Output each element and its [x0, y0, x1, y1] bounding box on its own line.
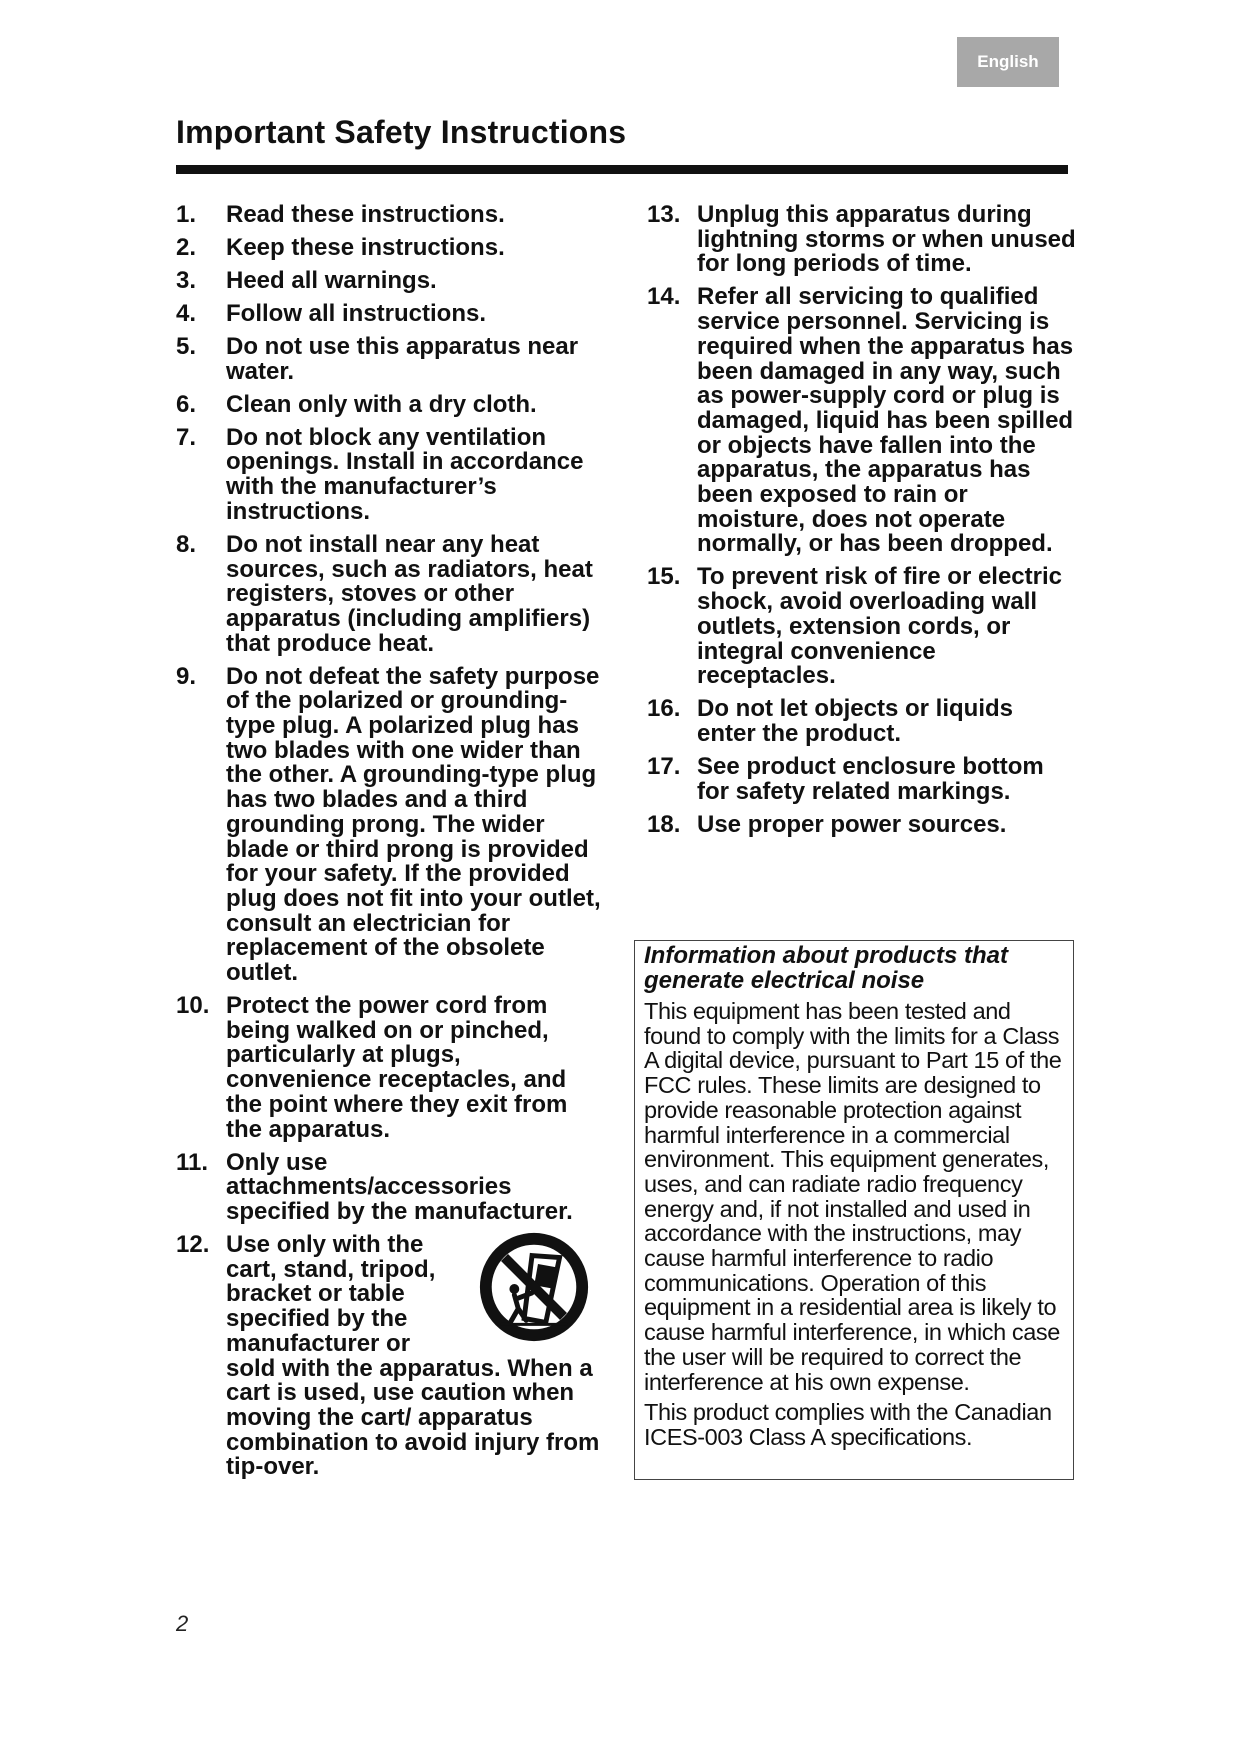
instruction-item: 6. Clean only with a dry cloth. [176, 390, 537, 418]
instruction-item: 13. Unplug this apparatus during lightning storms or when unused for long periods of time. [647, 201, 1076, 278]
instruction-item: 5. Do not use this apparatus near water. [176, 333, 579, 385]
language-tab: English [957, 37, 1059, 87]
instructions-list-left [176, 203, 606, 1480]
instruction-item: 18. Use proper power sources. [647, 810, 1007, 838]
instruction-item: 1. Read these instructions. [176, 201, 505, 228]
instruction-item: 10. Protect the power cord from being walked on or pinched, particularly at plugs, convenience receptacles, and the point where they exit from the apparatus. [176, 992, 568, 1143]
page-number: 2 [176, 1611, 189, 1636]
page-title: Important Safety Instructions [176, 114, 627, 150]
instruction-item: 8. Do not install near any heat sources, such as radiators, heat registers, stoves or other apparatus (including amplifiers) that produce heat. [176, 530, 593, 657]
instruction-item: 11. Only use attachments/accessories specified by the manufacturer. [176, 1148, 573, 1225]
instruction-item: 14. Refer all servicing to qualified service personnel. Servicing is required when the apparatus has been damaged in any way, such as power-supply cord or plug is damaged, liquid has been spilled or objects have fallen into the apparatus, the apparatus has been exposed to rain or moisture, does not operate normally, or has been dropped. [647, 283, 1074, 558]
instruction-item: 17. See product enclosure bottom for safety related markings. [647, 752, 1044, 805]
instruction-item: 15. To prevent risk of fire or electric shock, avoid overloading wall outlets, extension cords, or integral convenience receptacles. [647, 563, 1063, 690]
instruction-item: 4. Follow all instructions. [176, 300, 487, 327]
notice-paragraph: This equipment has been tested and found to comply with the limits for a Class A digital device, pursuant to Part 15 of the FCC rules. These limits are designed to provide reasonable protection against harmful interference in a commercial environment. This equipment generates, uses, and can radiate radio frequency energy and, if not installed and used in accordance with the instructions, may cause harmful interference to radio communications. Operation of this equipment in a residential area is likely to cause harmful interference, in which case the user will be required to correct the interference at his own expense. [644, 998, 1062, 1395]
cart-tipover-warning-icon [475, 1228, 593, 1346]
left-column [176, 203, 606, 1488]
instruction-item: 3. Heed all warnings. [176, 267, 437, 294]
notice-heading: Information about products that generate electrical noise [644, 942, 1008, 994]
instructions-list-right [647, 203, 1077, 837]
notice-paragraph: This product complies with the Canadian ICES-003 Class A specifications. [644, 1399, 1052, 1450]
right-column [647, 203, 1077, 846]
instruction-item: 7. Do not block any ventilation openings. Install in accordance with the manufacturer’s instructions. [176, 423, 584, 525]
title-rule [176, 165, 1068, 174]
instruction-item: 16. Do not let objects or liquids enter the product. [647, 695, 1014, 747]
instruction-item: 2. Keep these instructions. [176, 234, 505, 261]
instruction-item-12: 12. Use only with the cart, stand, tripod, bracket or table specified by the manufacturer or sold with the apparatus. When a cart is used, use caution when moving the cart/ apparatus combination to avoid injury from tip-over. [176, 1233, 606, 1480]
instruction-item: 9. Do not defeat the safety purpose of the polarized or grounding-type plug. A polarized plug has two blades with one wider than the other. A grounding-type plug has two blades and a third grounding prong. The wider blade or third prong is provided for your safety. If the provided plug does not fit into your outlet, consult an electrician for replacement of the obsolete outlet. [176, 662, 601, 987]
fcc-notice-box [634, 940, 1074, 1480]
